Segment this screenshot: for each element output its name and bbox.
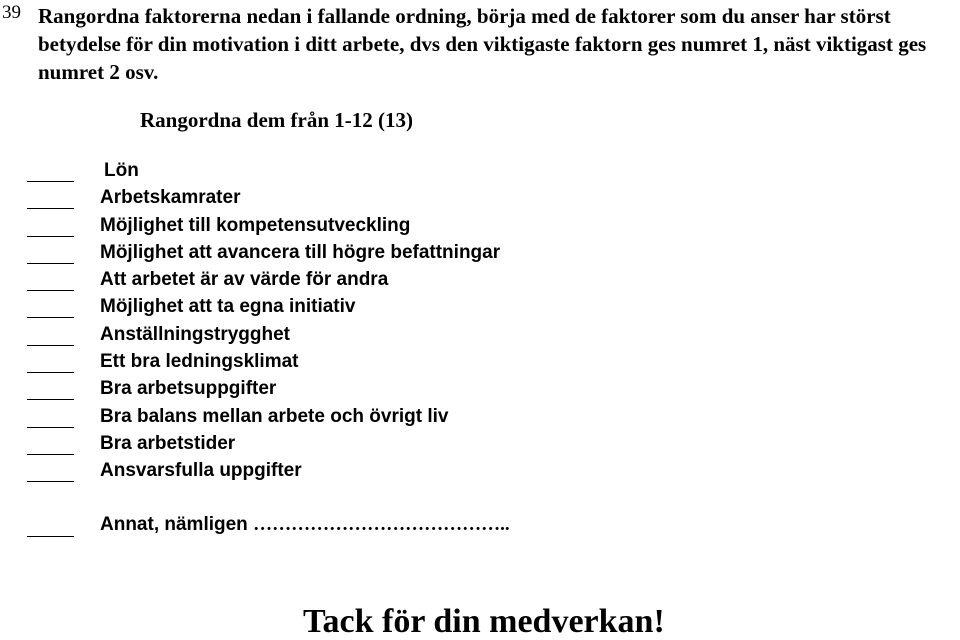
other-fill-in-dots[interactable]: ………………………………….. — [253, 514, 510, 535]
ranking-item-label: Bra arbetsuppgifter — [100, 378, 277, 400]
rank-blank[interactable] — [27, 345, 74, 346]
thank-you-message: Tack för din medverkan! — [303, 603, 665, 640]
ranking-item-label: Möjlighet att avancera till högre befattningar — [100, 241, 501, 263]
ranking-item-label: Möjlighet att ta egna initiativ — [100, 296, 356, 318]
ranking-item-label: Bra arbetstider — [100, 432, 236, 454]
other-label-text: Annat, nämligen — [100, 514, 248, 535]
rank-instruction: Rangordna dem från 1-12 (13) — [140, 108, 413, 132]
rank-blank-other[interactable] — [27, 536, 74, 537]
rank-blank[interactable] — [27, 481, 74, 482]
ranking-item-label: Ansvarsfulla uppgifter — [100, 460, 302, 482]
rank-blank[interactable] — [27, 263, 74, 264]
ranking-item-label: Anställningstrygghet — [100, 323, 291, 345]
rank-blank[interactable] — [27, 236, 74, 237]
rank-blank[interactable] — [27, 181, 74, 182]
ranking-item-label: Att arbetet är av värde för andra — [100, 269, 389, 291]
other-option-label — [100, 514, 510, 536]
rank-blank[interactable] — [27, 399, 74, 400]
rank-blank[interactable] — [27, 317, 74, 318]
question-text: Rangordna faktorerna nedan i fallande ordning, börja med de faktorer som du anser har störst betydelse för din motivation i ditt arbete, dvs den viktigaste faktorn ges numret 1, näst viktigast ges numret 2 osv. — [38, 4, 927, 84]
ranking-item-label: Arbetskamrater — [100, 187, 241, 209]
ranking-item-label: Ett bra ledningsklimat — [100, 351, 299, 373]
rank-blank[interactable] — [27, 427, 74, 428]
question-number: 39 — [2, 2, 21, 23]
ranking-item-label: Lön — [104, 160, 139, 181]
rank-blank[interactable] — [27, 290, 74, 291]
rank-blank[interactable] — [27, 208, 74, 209]
ranking-item-label: Möjlighet till kompetensutveckling — [100, 214, 411, 236]
ranking-item-label: Bra balans mellan arbete och övrigt liv — [100, 405, 449, 427]
other-option — [0, 512, 900, 540]
rank-blank[interactable] — [27, 454, 74, 455]
rank-blank[interactable] — [27, 372, 74, 373]
